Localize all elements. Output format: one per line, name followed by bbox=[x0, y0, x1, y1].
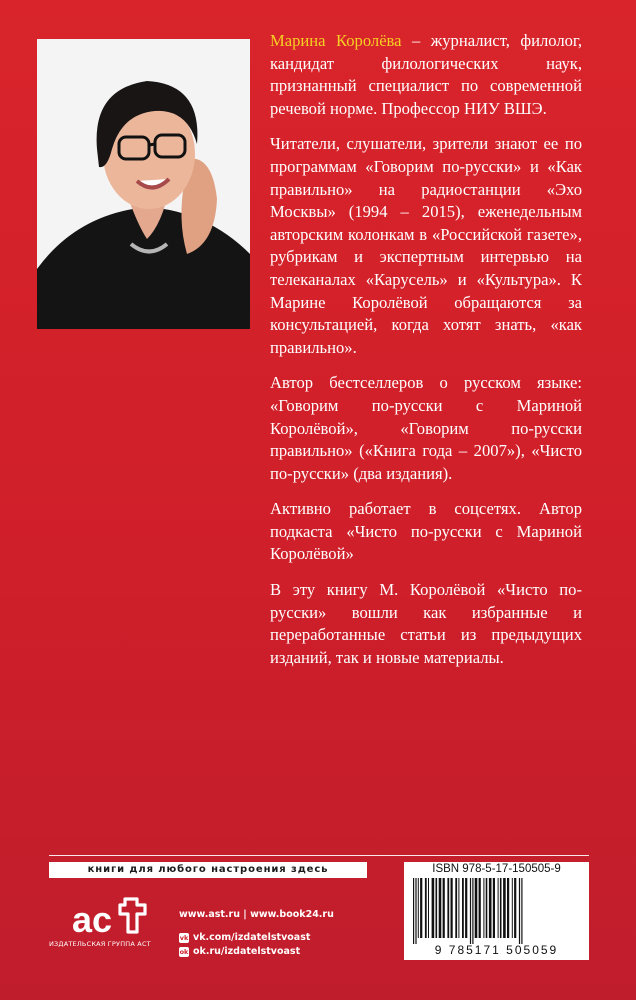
barcode-bar bbox=[458, 878, 459, 938]
barcode-bars bbox=[411, 878, 582, 944]
barcode-bar bbox=[462, 878, 464, 938]
barcode-bar bbox=[472, 878, 473, 944]
author-name: Марина Королёва bbox=[270, 31, 402, 50]
logo-text: ac bbox=[72, 899, 113, 940]
barcode-bar bbox=[455, 878, 457, 938]
barcode-digits: 9 785171 505059 bbox=[434, 943, 559, 957]
barcode-bar bbox=[420, 878, 422, 938]
barcode-bar bbox=[439, 878, 442, 938]
isbn-number: ISBN 978-5-17-150505-9 bbox=[432, 863, 561, 875]
barcode-bar bbox=[479, 878, 481, 938]
bio-paragraph-2: Читатели, слушатели, зрители знают ее по программам «Говорим по-русски» и «Как правильно» на радиостанции «Эхо Москвы» (1994 – 2015), еженедельным авторским колонкам в «Российской газете», рубрикам и экспертным интервью на телеканалах «Карусель» и «Культура». К Марине Королёвой обращаются за консультацией, когда хотят знать, «как правильно». bbox=[270, 134, 582, 357]
barcode-bar bbox=[514, 878, 516, 938]
barcode-bar bbox=[503, 878, 506, 938]
barcode-bar bbox=[500, 878, 502, 938]
barcode-bar bbox=[413, 878, 414, 944]
isbn-barcode-box bbox=[404, 862, 589, 960]
barcode-bar bbox=[451, 878, 453, 938]
barcode-bar bbox=[470, 878, 471, 944]
ok-icon: ok bbox=[179, 947, 189, 956]
bio-paragraph-3: Автор бестселлеров о русском языке: «Говорим по-русски с Мариной Королёвой», «Говорим по-русски правильно» («Книга года – 2007»), «Чисто по-русски» (два издания). bbox=[270, 373, 582, 483]
barcode-bar bbox=[498, 878, 499, 938]
ok-link-row[interactable] bbox=[179, 946, 300, 957]
barcode-bar bbox=[489, 878, 492, 938]
barcode-bar bbox=[428, 878, 429, 938]
barcode-bar bbox=[507, 878, 509, 938]
author-bio bbox=[270, 30, 582, 682]
vk-link-row[interactable] bbox=[179, 932, 310, 943]
vk-icon: vk bbox=[179, 933, 189, 942]
bio-paragraph-1-text: – журналист, филолог, кандидат филологических наук, признанный специалист по современной речевой норме. Профессор НИУ ВШЭ. bbox=[270, 31, 582, 118]
footer-divider bbox=[49, 855, 589, 856]
ok-link[interactable]: ok.ru/izdatelstvoast bbox=[193, 946, 301, 957]
barcode-bar bbox=[432, 878, 435, 938]
author-photo bbox=[37, 39, 250, 329]
barcode-bar bbox=[493, 878, 495, 938]
barcode-bar bbox=[447, 878, 449, 938]
bio-paragraph-5: В эту книгу М. Королёвой «Чисто по-русски» вошли как избранные и переработанные статьи из предыдущих изданий, так и новые материалы. bbox=[270, 580, 582, 667]
barcode-bar bbox=[465, 878, 467, 938]
barcode-bar bbox=[521, 878, 522, 944]
barcode-bar bbox=[443, 878, 445, 938]
websites-links[interactable]: www.ast.ru | www.book24.ru bbox=[179, 909, 334, 920]
barcode-bar bbox=[512, 878, 513, 938]
bio-paragraph-4: Активно работает в соцсетях. Автор подкаста «Чисто по-русски с Мариной Королёвой» bbox=[270, 499, 582, 564]
barcode-bar bbox=[436, 878, 438, 938]
barcode-bar bbox=[519, 878, 520, 944]
vk-link[interactable]: vk.com/izdatelstvoast bbox=[193, 932, 311, 943]
publisher-caption: ИЗДАТЕЛЬСКАЯ ГРУППА АСТ bbox=[49, 940, 151, 948]
barcode-bar bbox=[425, 878, 427, 938]
slogan-banner: книги для любого настроения здесь bbox=[49, 862, 367, 878]
barcode-bar bbox=[475, 878, 478, 938]
barcode-bar bbox=[483, 878, 484, 938]
barcode-bar bbox=[415, 878, 416, 944]
bio-paragraph-1 bbox=[270, 30, 582, 120]
barcode-bar bbox=[418, 878, 419, 938]
barcode-bar bbox=[486, 878, 488, 938]
